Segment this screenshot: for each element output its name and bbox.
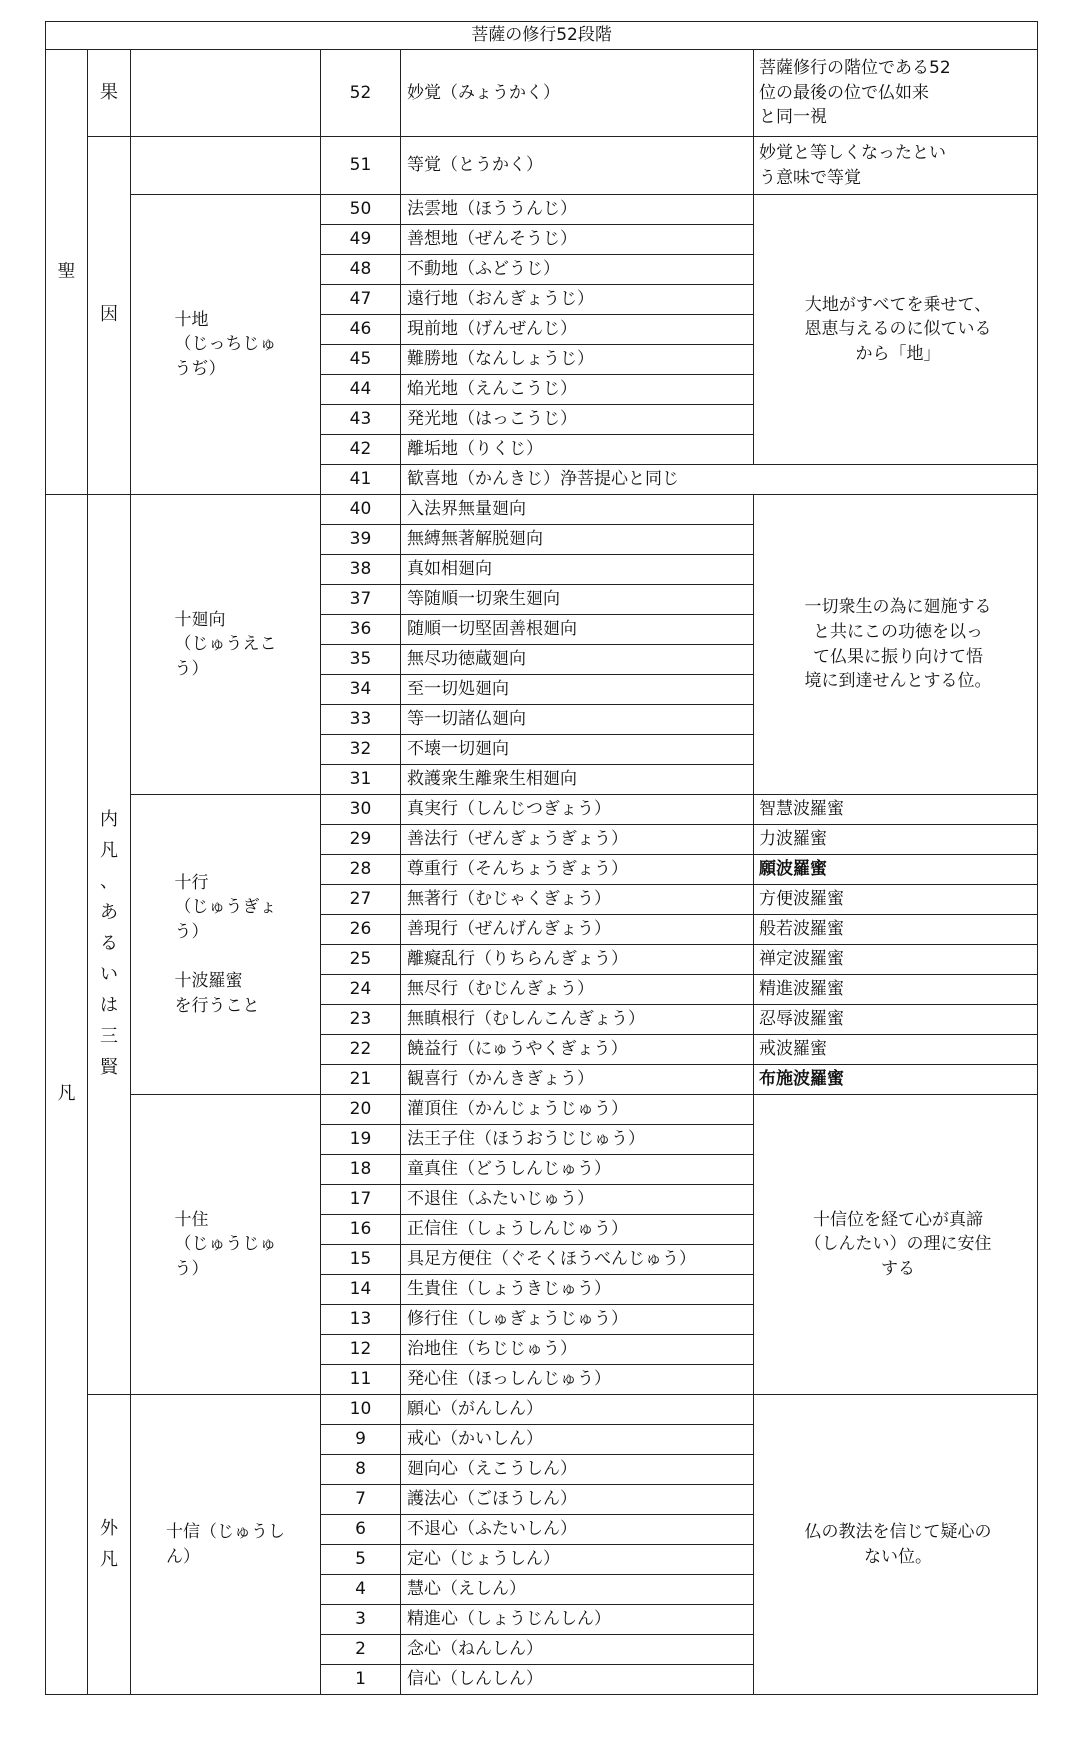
description-line: 境に到達せんとする位。 (804, 671, 992, 692)
description-line: 菩薩修行の階位である52 (759, 58, 951, 79)
stage-number: 1 (321, 1665, 401, 1695)
stage-name: 願心（がんしん） (401, 1395, 754, 1425)
bodhisattva-stages-table (45, 21, 1038, 1695)
stage-name: 無瞋根行（むしんこんぎょう） (401, 1005, 754, 1035)
stage-number: 21 (321, 1065, 401, 1095)
vertical-char: 賢 (100, 1056, 118, 1078)
stage-number: 45 (321, 345, 401, 375)
stage-number: 47 (321, 285, 401, 315)
stage-number: 39 (321, 525, 401, 555)
stage-number: 25 (321, 945, 401, 975)
stage-name: 不動地（ふどうじ） (401, 255, 754, 285)
stage-number: 14 (321, 1275, 401, 1305)
stage-number: 4 (321, 1575, 401, 1605)
table-title: 菩薩の修行52段階 (46, 22, 1038, 50)
stage-number: 52 (321, 50, 401, 137)
stage-number: 31 (321, 765, 401, 795)
group-label-line: 十地 (174, 309, 209, 330)
stage-name: 等随順一切衆生廻向 (401, 585, 754, 615)
level-sei: 聖 (46, 50, 88, 495)
stage-name: 焔光地（えんこうじ） (401, 375, 754, 405)
group-description-juekou (754, 495, 1038, 795)
group-description-jujuu (754, 1095, 1038, 1395)
stage-number: 38 (321, 555, 401, 585)
stage-number: 41 (321, 465, 401, 495)
group-label-text (175, 871, 277, 1019)
description-line: （しんたい）の理に安住 (804, 1234, 992, 1255)
stage-description (754, 137, 1038, 195)
table-row (46, 1395, 1038, 1425)
stage-name: 無尽功徳蔵廻向 (401, 645, 754, 675)
stage-number: 49 (321, 225, 401, 255)
stage-description (754, 50, 1038, 137)
stage-number: 43 (321, 405, 401, 435)
stage-number: 37 (321, 585, 401, 615)
vertical-char: 、 (100, 871, 118, 893)
description-line: 仏の教法を信じて疑心の (804, 1521, 992, 1542)
table-row (46, 50, 1038, 137)
description-line: 十信位を経て心が真諦 (813, 1209, 984, 1230)
stage-number: 50 (321, 195, 401, 225)
group-jujuu (131, 1095, 321, 1395)
stage-number: 36 (321, 615, 401, 645)
stage-number: 27 (321, 885, 401, 915)
stage-number: 22 (321, 1035, 401, 1065)
paramita-name: 力波羅蜜 (754, 825, 1038, 855)
empty-group-cell (131, 137, 321, 195)
stage-name: 発光地（はっこうじ） (401, 405, 754, 435)
stage-name: 等覚（とうかく） (401, 137, 754, 195)
paramita-name: 方便波羅蜜 (754, 885, 1038, 915)
stage-number: 24 (321, 975, 401, 1005)
paramita-name: 願波羅蜜 (754, 855, 1038, 885)
table-row (46, 1095, 1038, 1125)
paramita-name: 般若波羅蜜 (754, 915, 1038, 945)
stage-name: 離垢地（りくじ） (401, 435, 754, 465)
description-line: 妙覚と等しくなったとい (759, 142, 946, 163)
group-label-text (166, 1520, 285, 1569)
stage-number: 7 (321, 1485, 401, 1515)
stage-name: 廻向心（えこうしん） (401, 1455, 754, 1485)
stage-name: 善現行（ぜんげんぎょう） (401, 915, 754, 945)
stage-name: 無縛無著解脱廻向 (401, 525, 754, 555)
vertical-char: 凡 (100, 840, 118, 862)
stage-name: 正信住（しょうしんじゅう） (401, 1215, 754, 1245)
level-ka: 果 (88, 50, 131, 137)
stage-number: 48 (321, 255, 401, 285)
stage-number: 11 (321, 1365, 401, 1395)
group-jushin (131, 1395, 321, 1695)
paramita-name: 戒波羅蜜 (754, 1035, 1038, 1065)
group-label-line: を行うこと (174, 995, 260, 1016)
group-juekou (131, 495, 321, 795)
group-label-line (175, 945, 277, 970)
stage-number: 3 (321, 1605, 401, 1635)
description-line: ない位。 (864, 1546, 933, 1567)
paramita-name: 忍辱波羅蜜 (754, 1005, 1038, 1035)
vertical-char: あ (100, 902, 118, 924)
stage-number: 2 (321, 1635, 401, 1665)
group-label-text (175, 308, 277, 382)
stage-name: 生貴住（しょうきじゅう） (401, 1275, 754, 1305)
stage-number: 23 (321, 1005, 401, 1035)
stage-name: 精進心（しょうじんしん） (401, 1605, 754, 1635)
stage-number: 42 (321, 435, 401, 465)
vertical-char: る (100, 933, 118, 955)
table-row (46, 137, 1038, 195)
stage-name: 治地住（ちじじゅう） (401, 1335, 754, 1365)
empty-group-cell (131, 50, 321, 137)
stage-name: 念心（ねんしん） (401, 1635, 754, 1665)
stage-name: 真如相廻向 (401, 555, 754, 585)
stage-name: 入法界無量廻向 (401, 495, 754, 525)
group-description-jushin (754, 1395, 1038, 1695)
stage-number: 19 (321, 1125, 401, 1155)
stage-number: 44 (321, 375, 401, 405)
group-label-line: ん） (166, 1546, 200, 1567)
paramita-name: 布施波羅蜜 (754, 1065, 1038, 1095)
stage-name: 歓喜地（かんきじ）浄菩提心と同じ (401, 465, 1038, 495)
group-label-line: う） (174, 921, 209, 942)
stage-name: 具足方便住（ぐそくほうべんじゅう） (401, 1245, 754, 1275)
stage-number: 51 (321, 137, 401, 195)
stage-name: 戒心（かいしん） (401, 1425, 754, 1455)
stage-number: 12 (321, 1335, 401, 1365)
vertical-char: 内 (100, 809, 118, 831)
group-label-line: 十行 (174, 872, 209, 893)
stage-name: 救護衆生離衆生相廻向 (401, 765, 754, 795)
group-label-line: うぢ） (174, 358, 226, 379)
description-line: から「地」 (855, 343, 941, 364)
description-line: 大地がすべてを乗せて、 (804, 294, 992, 315)
group-label-text (175, 1208, 277, 1282)
stage-name: 不退心（ふたいしん） (401, 1515, 754, 1545)
description-line: と同一視 (759, 107, 827, 128)
stage-name: 離癡乱行（りちらんぎょう） (401, 945, 754, 975)
stage-number: 20 (321, 1095, 401, 1125)
group-juji (131, 195, 321, 495)
level-in: 因 (88, 137, 131, 495)
group-label-line: 十廻向 (174, 609, 226, 630)
stage-name: 随順一切堅固善根廻向 (401, 615, 754, 645)
stage-name: 信心（しんしん） (401, 1665, 754, 1695)
stage-name: 修行住（しゅぎょうじゅう） (401, 1305, 754, 1335)
group-label-text (175, 608, 277, 682)
stage-number: 30 (321, 795, 401, 825)
description-line: と共にこの功徳を以っ (813, 621, 984, 642)
paramita-name: 精進波羅蜜 (754, 975, 1038, 1005)
stage-number: 6 (321, 1515, 401, 1545)
stage-number: 35 (321, 645, 401, 675)
description-line: 一切衆生の為に廻施する (804, 597, 992, 618)
paramita-name: 禅定波羅蜜 (754, 945, 1038, 975)
stage-name: 護法心（ごほうしん） (401, 1485, 754, 1515)
table-row (46, 795, 1038, 825)
group-label-line: う） (174, 1258, 209, 1279)
table-row (46, 195, 1038, 225)
stage-name: 定心（じょうしん） (401, 1545, 754, 1575)
group-label-line: 十信（じゅうし (166, 1521, 285, 1542)
group-label-line: （じっちじゅ (174, 334, 277, 355)
stage-number: 10 (321, 1395, 401, 1425)
paramita-name: 智慧波羅蜜 (754, 795, 1038, 825)
stage-name: 法雲地（ほううんじ） (401, 195, 754, 225)
stage-number: 32 (321, 735, 401, 765)
vertical-char: は (100, 994, 118, 1016)
group-label-line: （じゅうじゅ (174, 1234, 277, 1255)
stage-name: 真実行（しんじつぎょう） (401, 795, 754, 825)
stage-name: 不壊一切廻向 (401, 735, 754, 765)
stage-name: 等一切諸仏廻向 (401, 705, 754, 735)
stage-name: 善法行（ぜんぎょうぎょう） (401, 825, 754, 855)
level-bon: 凡 (46, 495, 88, 1695)
description-line: て仏果に振り向けて悟 (813, 646, 984, 667)
vertical-char: 凡 (100, 1548, 118, 1570)
description-line: う意味で等覚 (759, 167, 861, 188)
table-row (46, 495, 1038, 525)
group-jugyou (131, 795, 321, 1095)
stage-name: 至一切処廻向 (401, 675, 754, 705)
level-gebon (88, 1395, 131, 1695)
stage-number: 28 (321, 855, 401, 885)
stage-number: 18 (321, 1155, 401, 1185)
stage-number: 13 (321, 1305, 401, 1335)
stage-name: 観喜行（かんきぎょう） (401, 1065, 754, 1095)
vertical-char: い (100, 963, 118, 985)
group-label-line: う） (174, 658, 209, 679)
stage-name: 慧心（えしん） (401, 1575, 754, 1605)
group-label-line: （じゅうえこ (174, 634, 277, 655)
stage-name: 法王子住（ほうおうじじゅう） (401, 1125, 754, 1155)
stage-number: 9 (321, 1425, 401, 1455)
vertical-char: 三 (100, 1025, 118, 1047)
stage-number: 5 (321, 1545, 401, 1575)
stage-name: 灌頂住（かんじょうじゅう） (401, 1095, 754, 1125)
stage-number: 46 (321, 315, 401, 345)
stage-name: 無著行（むじゃくぎょう） (401, 885, 754, 915)
level-naibon (88, 495, 131, 1395)
stage-number: 26 (321, 915, 401, 945)
stage-number: 34 (321, 675, 401, 705)
group-description-juji (754, 195, 1038, 465)
stage-number: 15 (321, 1245, 401, 1275)
stage-name: 不退住（ふたいじゅう） (401, 1185, 754, 1215)
group-label-line: 十波羅蜜 (174, 971, 243, 992)
stage-number: 33 (321, 705, 401, 735)
stage-name: 現前地（げんぜんじ） (401, 315, 754, 345)
group-label-line: 十住 (174, 1209, 209, 1230)
stage-name: 難勝地（なんしょうじ） (401, 345, 754, 375)
stage-number: 29 (321, 825, 401, 855)
stage-number: 16 (321, 1215, 401, 1245)
description-line: する (881, 1258, 916, 1279)
description-line: 位の最後の位で仏如来 (759, 82, 929, 103)
stage-name: 無尽行（むじんぎょう） (401, 975, 754, 1005)
stage-name: 発心住（ほっしんじゅう） (401, 1365, 754, 1395)
stage-number: 17 (321, 1185, 401, 1215)
stage-number: 8 (321, 1455, 401, 1485)
stage-name: 妙覚（みょうかく） (401, 50, 754, 137)
description-line: 恩恵与えるのに似ている (804, 319, 992, 340)
stage-name: 善想地（ぜんそうじ） (401, 225, 754, 255)
group-label-line: （じゅうぎょ (174, 897, 277, 918)
stage-number: 40 (321, 495, 401, 525)
stage-name: 遠行地（おんぎょうじ） (401, 285, 754, 315)
stage-name: 童真住（どうしんじゅう） (401, 1155, 754, 1185)
stage-name: 饒益行（にゅうやくぎょう） (401, 1035, 754, 1065)
vertical-char: 外 (100, 1517, 118, 1539)
stage-name: 尊重行（そんちょうぎょう） (401, 855, 754, 885)
